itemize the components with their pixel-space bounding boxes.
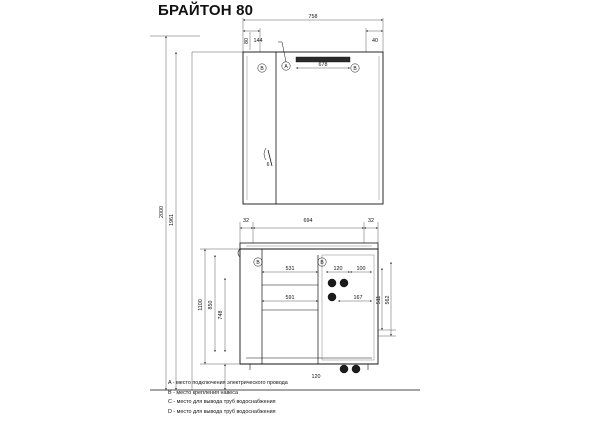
dim-100: 100: [356, 266, 366, 272]
dim-1961: 1961: [169, 214, 175, 226]
dim-591: 591: [285, 295, 295, 301]
marker-a-upper: A: [284, 64, 288, 70]
dim-562: 562: [385, 295, 391, 305]
legend-item-b: B - место крепления навеса: [168, 389, 238, 396]
marker-handle-upper: 6: [266, 162, 270, 168]
dim-120-bottom: 120: [311, 374, 321, 380]
dim-120: 120: [333, 266, 343, 272]
legend-item-a: A - место подключения электрического провода: [168, 380, 288, 386]
dim-40: 40: [372, 38, 378, 44]
marker-b-lower-right: B: [320, 260, 324, 266]
dim-531: 531: [285, 266, 295, 272]
marker-b-lower-left: B: [256, 260, 260, 266]
dim-678: 678: [318, 62, 328, 68]
dim-right-32: 32: [368, 218, 374, 224]
legend-item-c: C - место для вывода труб водоснабжения: [168, 399, 276, 406]
dim-748: 748: [218, 310, 224, 320]
dim-694: 694: [303, 218, 313, 224]
legend-block: [168, 379, 288, 417]
dim-850: 850: [208, 300, 214, 310]
dim-2000: 2000: [159, 206, 165, 218]
dim-167: 167: [353, 295, 363, 301]
dim-144: 144: [253, 38, 263, 44]
marker-b-upper-left: B: [260, 66, 264, 72]
dim-511: 511: [376, 295, 382, 305]
legend-item-d: D - место для вывода труб водоснабжения: [168, 408, 276, 415]
dim-758: 758: [308, 14, 318, 20]
dim-left-32: 32: [243, 218, 249, 224]
dim-1100: 1100: [198, 299, 204, 311]
dim-80: 80: [244, 38, 250, 44]
marker-b-upper-right: B: [353, 66, 357, 72]
page-title: БРАЙТОН 80: [158, 2, 254, 19]
